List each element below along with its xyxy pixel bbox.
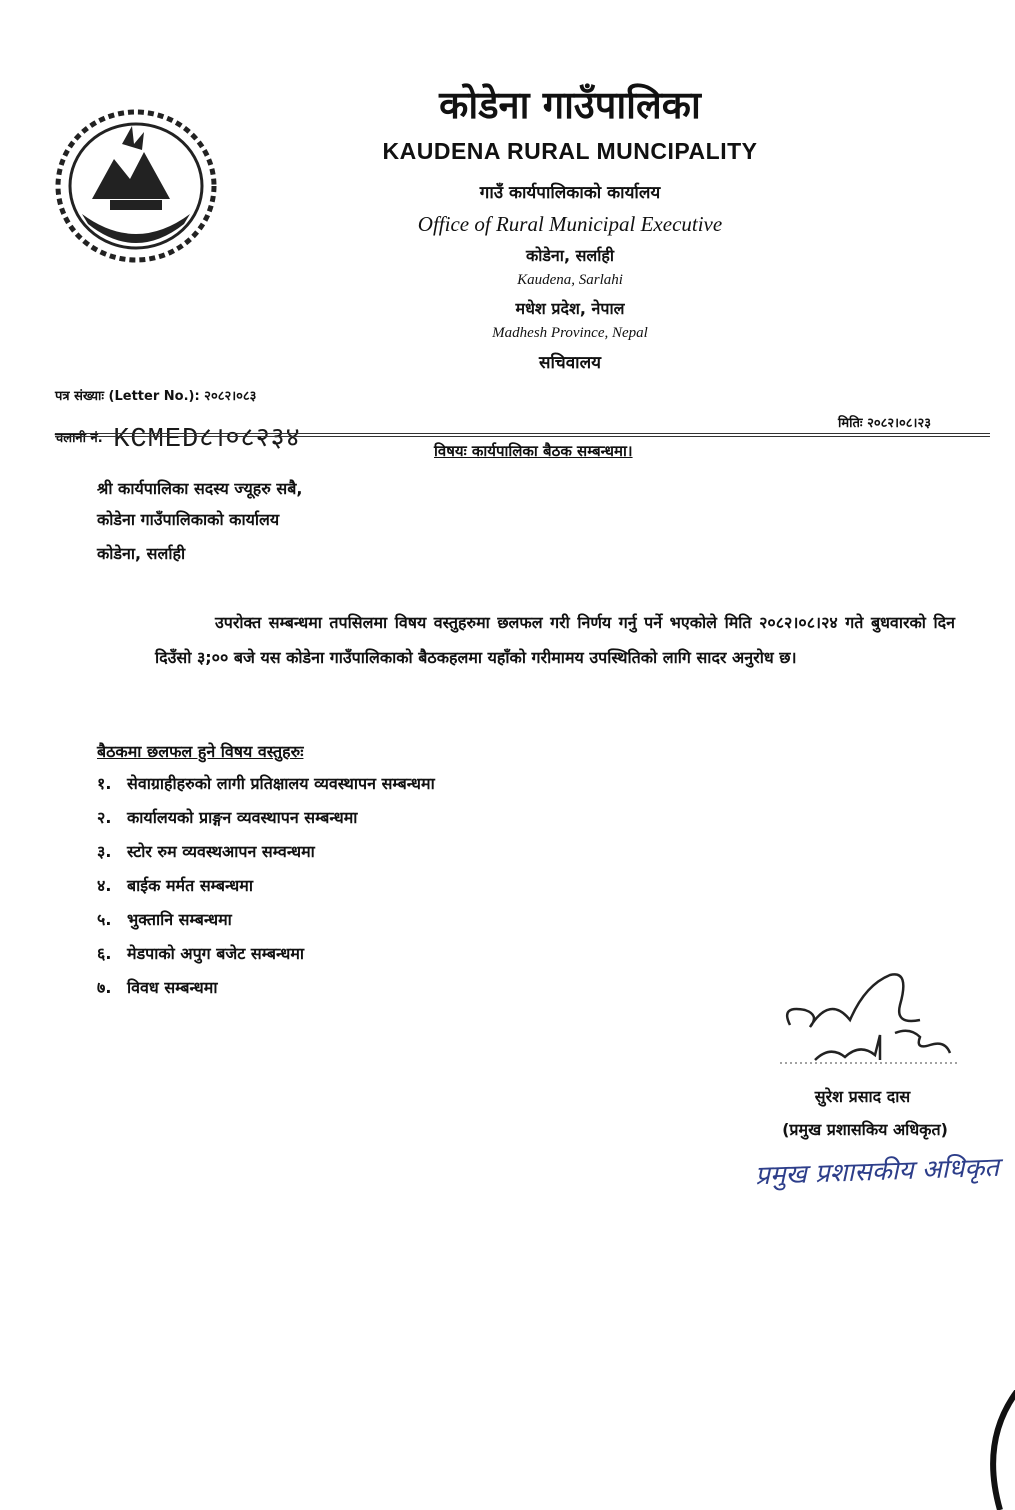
signatory-name: सुरेश प्रसाद दास (814, 1087, 911, 1106)
letter-date: मितिः २०८२।०८।२३ (838, 416, 932, 431)
agenda-item: ५. भुक्तानि सम्बन्धमा (97, 910, 232, 929)
recipient-line-1: श्री कार्यपालिका सदस्य ज्यूहरु सबै, (97, 479, 303, 498)
nepal-emblem-icon (52, 104, 220, 266)
header-divider-2 (55, 436, 990, 437)
location-en: Kaudena, Sarlahi (517, 272, 623, 288)
letter-body-text: उपरोक्त सम्बन्धमा तपसिलमा विषय वस्तुहरुमा छलफल गरी निर्णय गर्नु पर्ने भएकोले मिति २०८२।०८।२४ गते बुधवारको दिन दिउँसो ३;०० बजे यस कोडेना गाउँपालिकाको बैठकहलमा यहाँको गरीमामय उपस्थितिको लागि सादर अनुरोध छ। (155, 613, 955, 667)
subject-line: विषयः कार्यपालिका बैठक सम्बन्धमा। (434, 442, 633, 460)
recipient-line-3: कोडेना, सर्लाही (97, 544, 186, 563)
letter-body (155, 605, 955, 675)
municipality-name-en: KAUDENA RURAL MUNCIPALITY (382, 138, 758, 164)
official-stamp: प्रमुख प्रशासकीय अधिकृत (754, 1152, 1000, 1192)
agenda-list (97, 772, 435, 1010)
location-np: कोडेना, सर्लाही (525, 246, 615, 265)
agenda-item: २. कार्यालयको प्राङ्गन व्यवस्थापन सम्बन्धमा (97, 808, 358, 827)
secretariat-label: सचिवालय (539, 353, 601, 373)
agenda-item: ३. स्टोर रुम व्यवस्थआपन सम्वन्धमा (97, 842, 315, 861)
header-divider (55, 433, 990, 434)
signatory-title: (प्रमुख प्रशासकिय अधिकृत) (782, 1120, 948, 1139)
agenda-item: ७. विवध सम्बन्धमा (97, 978, 218, 997)
dispatch-value: KCMED८।०८२३४ (113, 425, 301, 455)
dispatch-number (55, 413, 301, 455)
letter-number: पत्र संख्याः (Letter No.): २०८२।०८३ (55, 389, 257, 404)
municipality-name-np: कोडेना गाउँपालिका (439, 83, 701, 127)
recipient-line-2: कोडेना गाउँपालिकाको कार्यालय (97, 510, 280, 529)
province-en: Madhesh Province, Nepal (492, 325, 648, 341)
agenda-item: ४. बाईक मर्मत सम्बन्धमा (97, 876, 253, 895)
agenda-item: ६. मेडपाको अपुग बजेट सम्बन्धमा (97, 944, 305, 963)
office-name-en: Office of Rural Municipal Executive (417, 212, 723, 236)
cable-shadow-icon (960, 1390, 1015, 1510)
agenda-item: १. सेवाग्राहीहरुको लागी प्रतिक्षालय व्यवस्थापन सम्बन्धमा (97, 774, 435, 793)
province-np: मधेश प्रदेश, नेपाल (515, 299, 625, 318)
agenda-title: बैठकमा छलफल हुने विषय वस्तुहरुः (97, 742, 304, 761)
handwritten-signature (770, 965, 970, 1065)
dispatch-label: चलानी नं. (55, 431, 103, 446)
office-name-np: गाउँ कार्यपालिकाको कार्यालय (479, 183, 661, 203)
